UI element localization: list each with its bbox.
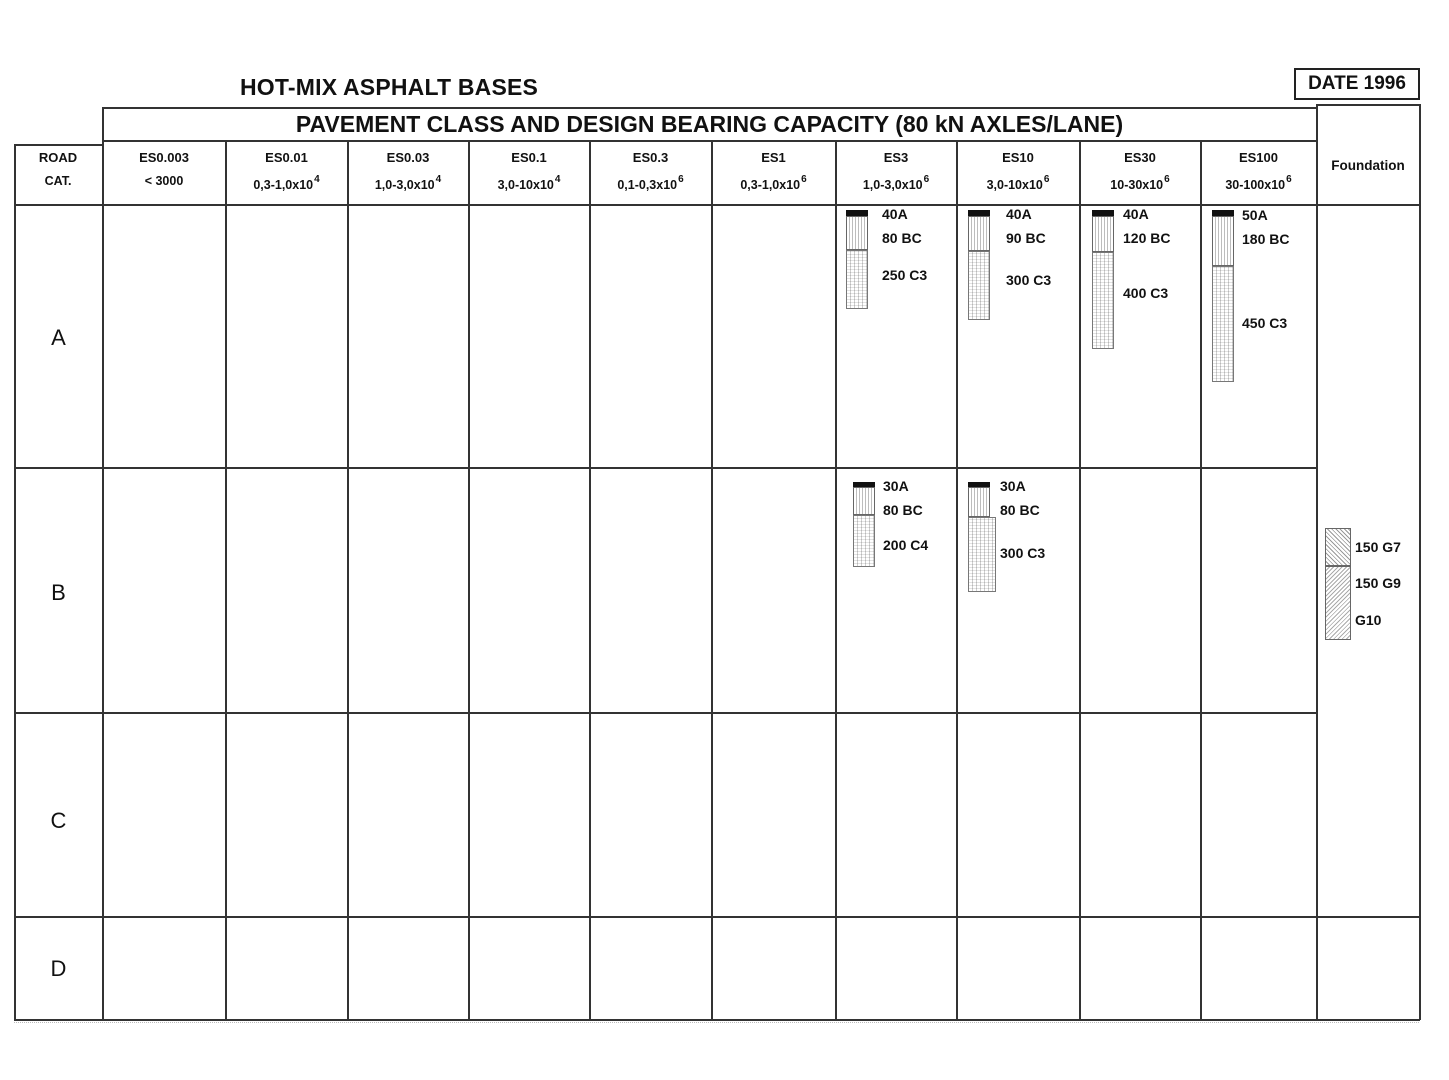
pavement-class-header: PAVEMENT CLASS AND DESIGN BEARING CAPACITY (80 kN AXLES/LANE) — [295, 111, 1124, 137]
class-header-es003: ES0.03 $1,0-3,0x10^4$ — [374, 150, 442, 192]
class-header-es01: ES0.1 $3,0-10x10^4$ — [497, 150, 561, 192]
bottom-dotted-rule — [14, 1022, 1419, 1027]
row-label-d: D — [50, 956, 67, 981]
class-header-es3: ES3 $1,0-3,0x10^6$ — [862, 150, 930, 192]
class-header-es001: ES0.01 $0,3-1,0x10^4$ — [253, 150, 320, 192]
class-header-es03: ES0.3 $0,1-0,3x10^6$ — [617, 150, 684, 192]
row-label-a: A — [51, 325, 66, 350]
class-header-es1: ES1 $0,3-1,0x10^6$ — [740, 150, 807, 192]
foundation-header: Foundation — [1331, 158, 1405, 173]
document-title: HOT-MIX ASPHALT BASES — [240, 74, 539, 100]
row-label-b: B — [51, 580, 66, 605]
class-header-es100: ES100 $30-100x10^6$ — [1225, 150, 1292, 192]
class-header-es10: ES10 $3,0-10x10^6$ — [986, 150, 1050, 192]
class-header-es0003: ES0.003 < 3000 — [139, 150, 189, 188]
class-header-es30: ES30 $10-30x10^6$ — [1110, 150, 1170, 192]
road-cat-header: ROAD CAT. — [38, 150, 78, 188]
date-box: DATE 1996 — [1294, 68, 1420, 100]
row-label-c: C — [50, 808, 67, 833]
